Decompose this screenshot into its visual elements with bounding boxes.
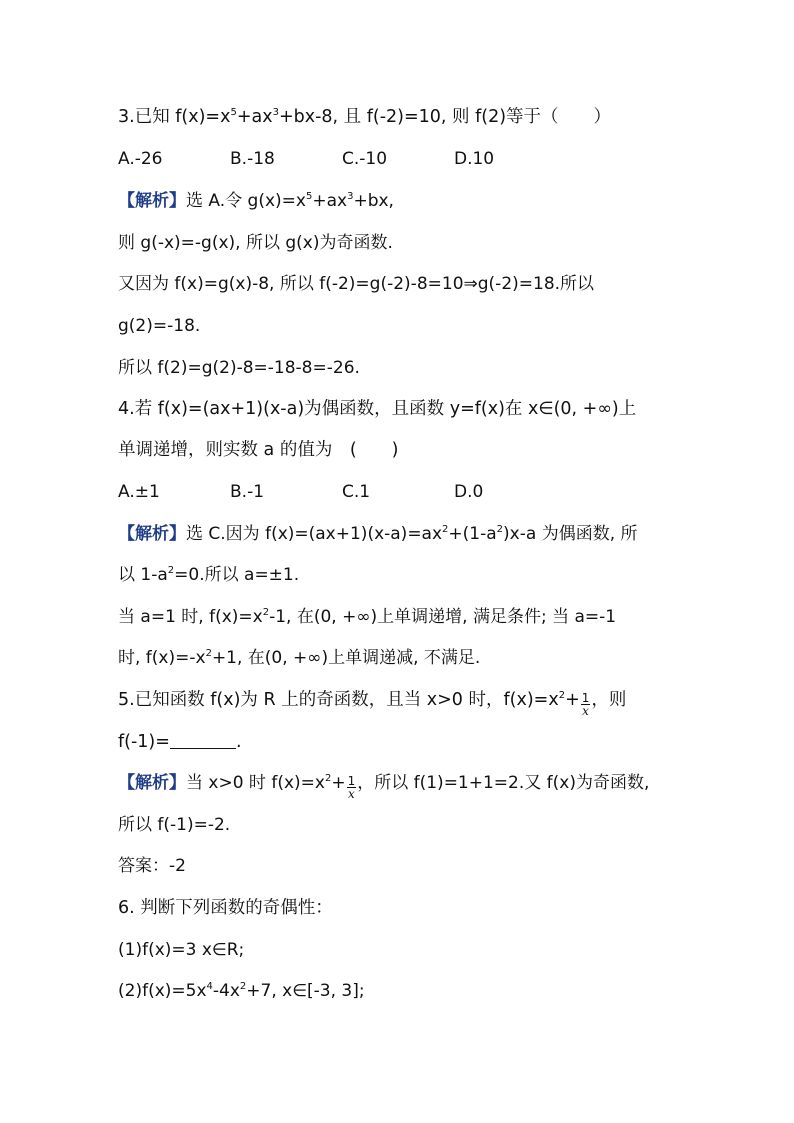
q5-stem-line-2: f(-1)= . — [118, 732, 242, 752]
fraction-one-over-x: $\frac{1}{x}$ — [581, 691, 590, 718]
q4-option-a: A.±1 — [118, 482, 160, 502]
solution-tag: 【解析】 — [118, 773, 186, 793]
q4-option-c: C.1 — [342, 482, 371, 502]
solution-tag: 【解析】 — [118, 524, 186, 544]
q4-options — [118, 481, 566, 503]
q4-solution-line-4: 时, $f(x)=-x^2+1$, 在(0, +∞)上单调递减, 不满足. — [118, 648, 481, 668]
answer-blank — [170, 734, 236, 749]
q3-option-c: C.-10 — [342, 149, 388, 169]
q3-solution-line-3: 又因为 f(x)=g(x)-8, 所以 f(-2)=g(-2)-8=10⇒g(-2)=18.所以 — [118, 274, 595, 294]
q4-option-b: B.-1 — [230, 482, 265, 502]
q4-solution-line-3: 当 a=1 时, $f(x)=x^2-1$, 在(0, +∞)上单调递增, 满足条件; 当 a=-1 — [118, 607, 617, 627]
q3-option-d: D.10 — [454, 149, 495, 169]
q3-option-b: B.-18 — [230, 149, 275, 169]
solution-tag: 【解析】 — [118, 191, 186, 211]
q4-stem-line-1: 4.若 f(x)=(ax+1)(x-a)为偶函数，且函数 y=f(x)在 x∈(0, +∞)上 — [118, 399, 637, 419]
q4-solution-line-2: 以 $1-a^2=0$.所以 a=±1. — [118, 565, 300, 585]
q4-stem-line-2: 单调递增，则实数 a 的值为 ( ) — [118, 440, 399, 460]
q6-item-2: $(2)f(x)=5x^4-4x^2+7$, x∈[-3, 3]; — [118, 981, 365, 1001]
q3-stem: 3.已知 $f(x)=x^5+ax^3+bx-8$, 且 f(-2)=10, 则 f(2)等于（ ） — [118, 107, 612, 127]
q3-solution-line-4: g(2)=-18. — [118, 316, 201, 336]
q3-option-a: A.-26 — [118, 149, 163, 169]
q5-stem-line-1: 5.已知函数 f(x)为 R 上的奇函数，且当 x>0 时，$f(x)=x^2+$ $\frac{1}{x}$ ，则 — [118, 690, 627, 718]
q4-solution-line-1: 【解析】选 C.因为 $f(x)=(ax+1)(x-a)=ax^2+(1-a^2)x-a$ 为偶函数, 所 — [118, 524, 638, 544]
q5-solution-line-1: 【解析】当 x>0 时 $f(x)=x^2+$ $\frac{1}{x}$ ，所以 f(1)=1+1=2.又 f(x)为奇函数, — [118, 773, 650, 801]
q5-solution-line-2: 所以 f(-1)=-2. — [118, 815, 231, 835]
q3-options — [118, 148, 566, 170]
q4-option-d: D.0 — [454, 482, 484, 502]
q3-solution-line-1: 【解析】选 A.令 $g(x)=x^5+ax^3+bx$, — [118, 191, 394, 211]
q5-answer: 答案：-2 — [118, 856, 186, 876]
q3-solution-line-2: 则 g(-x)=-g(x), 所以 g(x)为奇函数. — [118, 233, 393, 253]
q6-stem: 6. 判断下列函数的奇偶性： — [118, 898, 333, 918]
fraction-one-over-x: $\frac{1}{x}$ — [347, 774, 356, 801]
q3-solution-line-5: 所以 f(2)=g(2)-8=-18-8=-26. — [118, 358, 360, 378]
q6-item-1: (1)f(x)=3 x∈R; — [118, 940, 245, 960]
